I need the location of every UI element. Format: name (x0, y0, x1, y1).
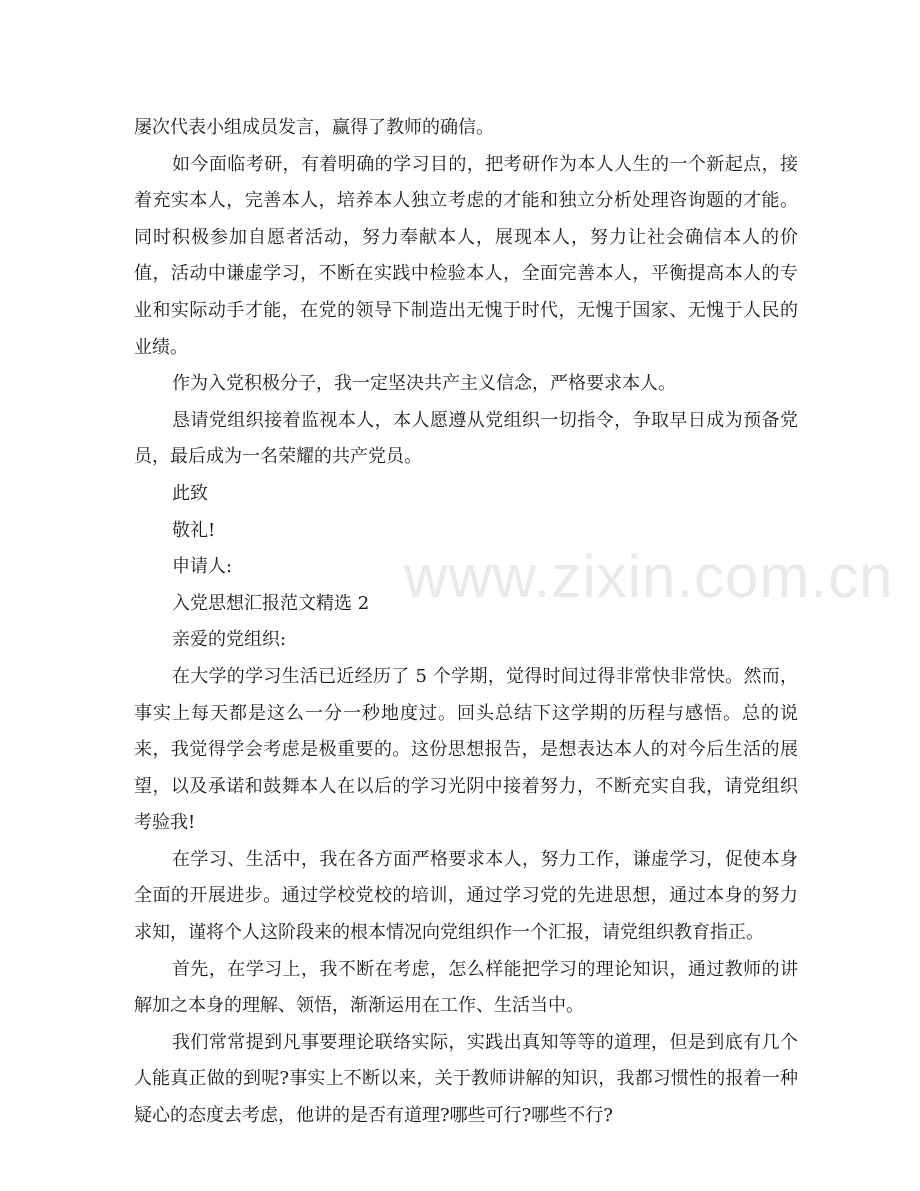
paragraph-12: 首先，在学习上，我不断在考虑，怎么样能把学习的理论知识，通过教师的讲解加之本身的理解、领悟，渐渐运用在工作、生活当中。 (134, 958, 798, 1017)
section-title: 入党思想汇报范文精选 2 (172, 592, 370, 614)
paragraph-2: 如今面临考研，有着明确的学习目的，把考研作为本人人生的一个新起点，接着充实本人，完善本人，培养本人独立考虑的才能和独立分析处理咨询题的才能。同时积极参加自愿者活动，努力奉献本人，展现本人，努力让社会确信本人的价值，活动中谦虚学习，不断在实践中检验本人，全面完善本人，平衡提高本人的专业和实际动手才能，在党的领导下制造出无愧于时代，无愧于国家、无愧于人民的业绩。 (134, 153, 798, 358)
paragraph-1: 屡次代表小组成员发言，赢得了教师的确信。 (134, 117, 494, 138)
closing-salutation: 此致 (172, 482, 208, 504)
greeting: 亲爱的党组织: (172, 629, 287, 651)
paragraph-10: 在大学的学习生活已近经历了 5 个学期，觉得时间过得非常快非常快。然而，事实上每天都是这么一分一秒地度过。回头总结下这学期的历程与感悟。总的说来，我觉得学会考虑是极重要的。这份思想报告，是想表达本人的对今后生活的展望，以及承诺和鼓舞本人在以后的学习光阴中接着努力，不断充实自我，请党组织考验我! (134, 665, 798, 834)
paragraph-4: 恳请党组织接着监视本人，本人愿遵从党组织一切指令，争取早日成为预备党员，最后成为一名荣耀的共产党员。 (134, 409, 798, 468)
paragraph-11: 在学习、生活中，我在各方面严格要求本人，努力工作，谦虚学习，促使本身全面的开展进步。通过学校党校的培训，通过学习党的先进思想，通过本身的努力求知，谨将个人这阶段来的根本情况向党组织作一个汇报，请党组织教育指正。 (134, 848, 798, 944)
paragraph-13: 我们常常提到凡事要理论联络实际，实践出真知等等的道理，但是到底有几个人能真正做的到呢?事实上不断以来，关于教师讲解的知识，我都习惯性的报着一种疑心的态度去考虑，他讲的是否有道理?哪些可行?哪些不行? (134, 1031, 798, 1127)
applicant-label: 申请人: (172, 556, 233, 578)
closing-regards: 敬礼! (172, 519, 216, 541)
watermark-text: www.zixin.com.cn (404, 543, 894, 610)
paragraph-3: 作为入党积极分子，我一定坚决共产主义信念，严格要求本人。 (172, 373, 676, 395)
document-body (134, 110, 798, 1135)
